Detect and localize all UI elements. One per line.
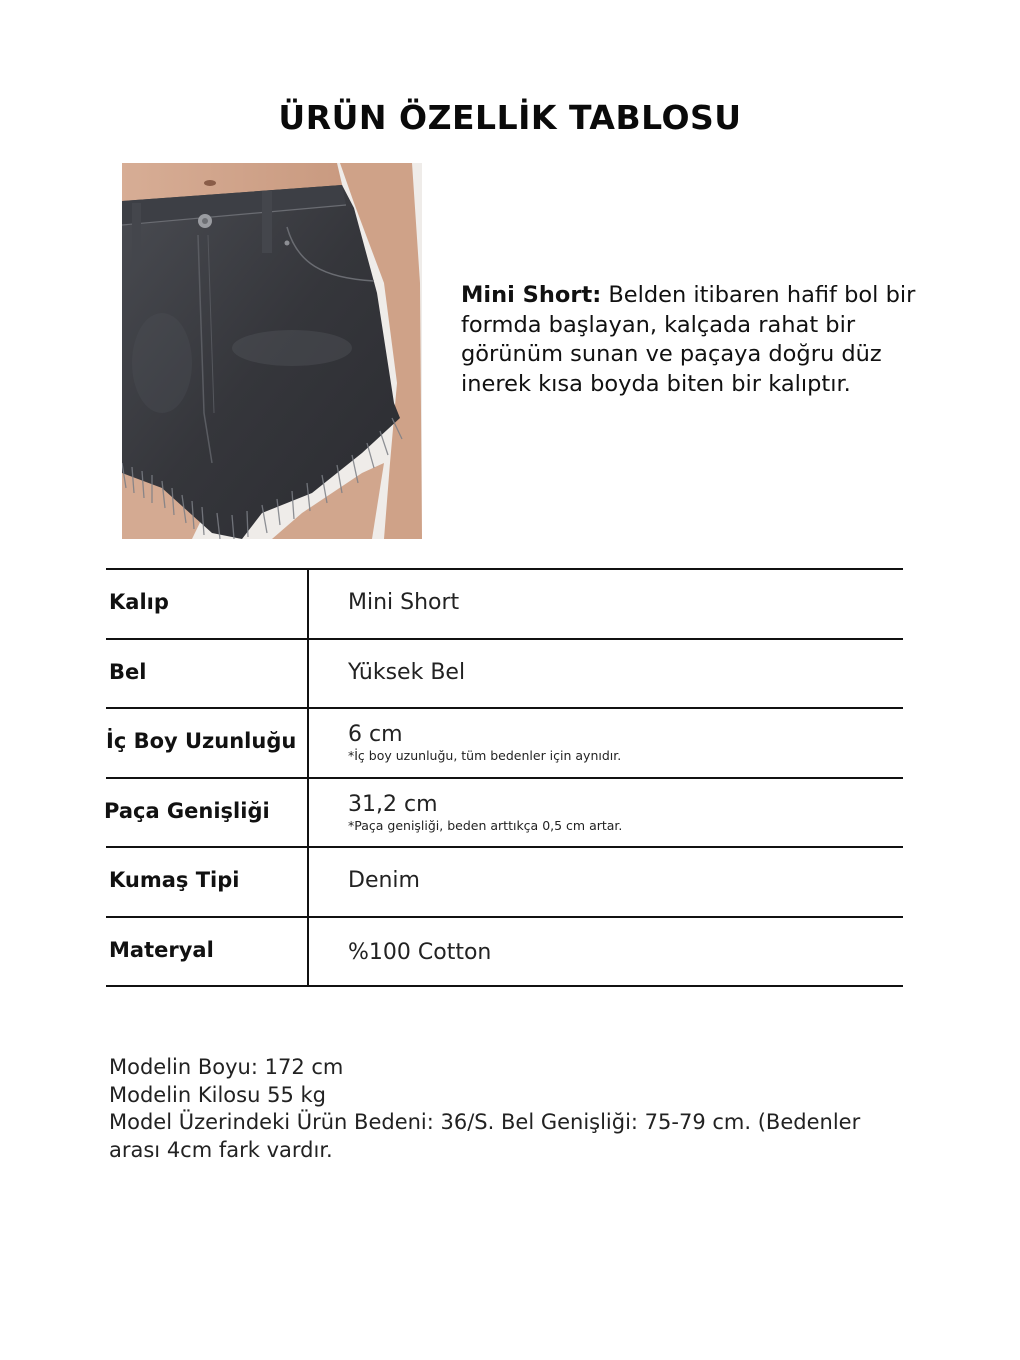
spec-label: Paça Genişliği [104,798,270,823]
column-divider [307,779,309,847]
spec-note: *Paça genişliği, beden arttıkça 0,5 cm artar. [348,817,623,833]
description-text: Belden itibaren hafif bol bir formda başlayan, kalçada rahat bir görünüm sunan ve paçaya doğru düz inerek kısa boyda biten bir kalıptır. [461,282,916,397]
column-divider [307,570,309,638]
description-label: Mini Short: [461,282,602,308]
column-divider [307,640,309,708]
denim-shorts-image [122,163,422,539]
product-photo [122,163,422,539]
spec-value [348,722,621,763]
column-divider [307,848,309,916]
spec-row-ic-boy [106,709,903,779]
spec-value-text: Denim [348,868,420,893]
spec-table [106,568,903,987]
spec-row-materyal [106,918,903,988]
spec-value-text: 31,2 cm [348,791,438,817]
column-divider [307,709,309,777]
spec-value-text: Mini Short [348,590,460,615]
spec-value [348,660,465,685]
column-divider [307,918,309,986]
spec-label: İç Boy Uzunluğu [106,729,297,753]
spec-value [348,590,459,615]
model-info [109,1054,909,1164]
model-size-note: arası 4cm fark vardır. [109,1137,333,1162]
spec-label: Materyal [109,937,214,962]
product-description [461,281,931,399]
spec-note: *İç boy uzunluğu, tüm bedenler için aynıdır. [348,748,622,763]
spec-row-kumas [106,848,903,918]
spec-label: Kalıp [109,590,169,614]
model-weight: Modelin Kilosu 55 kg [109,1082,326,1107]
spec-row-kalip [106,570,903,640]
spec-value-text: %100 Cotton [348,939,492,965]
spec-value-text: Yüksek Bel [348,659,466,685]
model-size-info: Model Üzerindeki Ürün Bedeni: 36/S. Bel Genişliği: 75-79 cm. (Bedenler [109,1110,861,1134]
spec-value [348,792,622,833]
page-title: ÜRÜN ÖZELLİK TABLOSU [278,98,742,137]
spec-row-bel [106,640,903,710]
spec-value [348,868,420,893]
spec-label: Bel [109,659,147,684]
spec-value-text: 6 cm [348,722,403,747]
spec-label: Kumaş Tipi [109,868,240,892]
model-height: Modelin Boyu: 172 cm [109,1055,344,1079]
spec-row-paca [106,779,903,849]
spec-value [348,940,491,965]
